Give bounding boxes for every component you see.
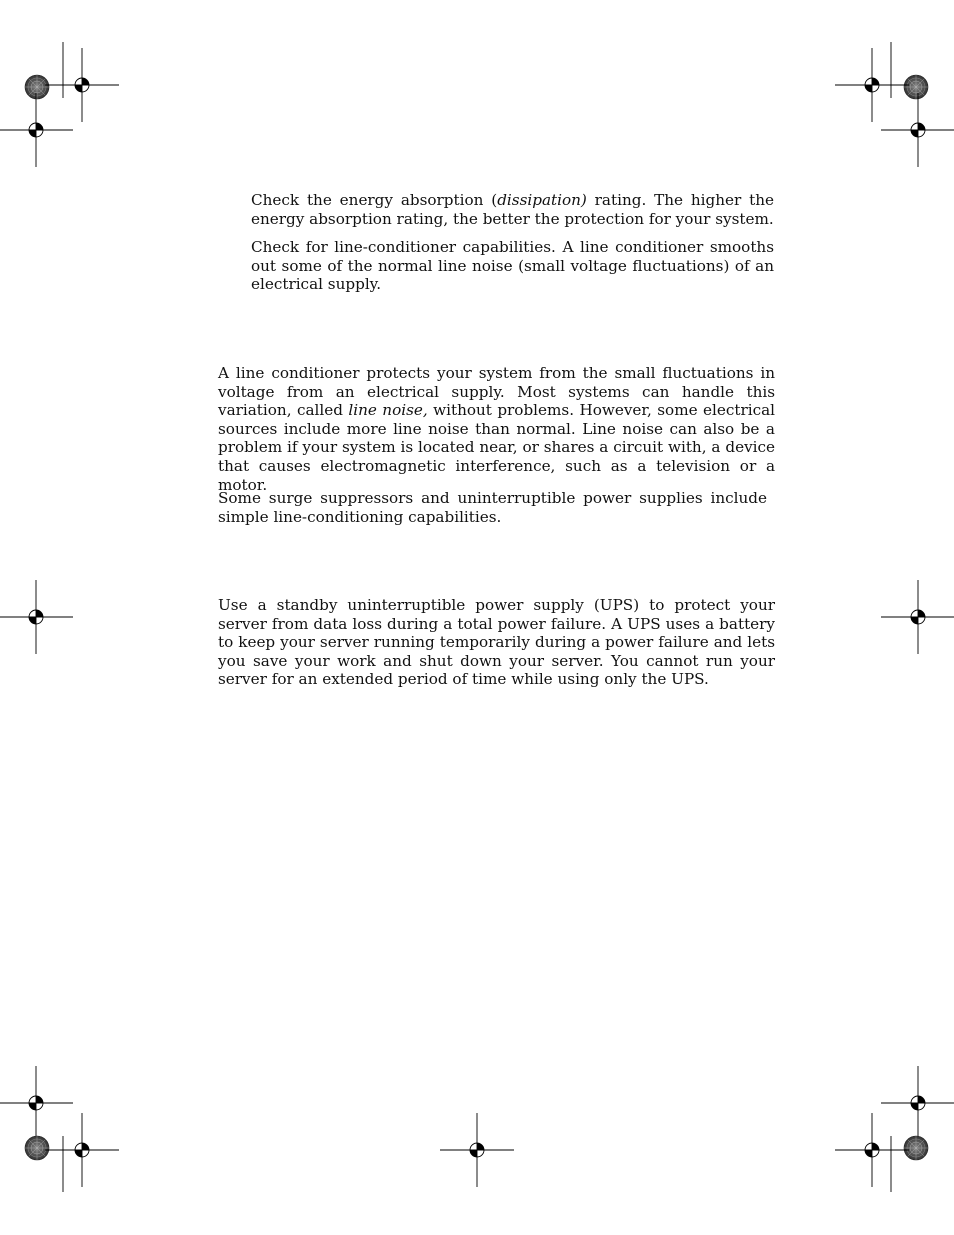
bullet-text: Check the energy absorption ( — [251, 191, 498, 209]
registration-mark-icon — [881, 1066, 954, 1140]
bullet-text: rating. The higher the energy absorption rating, the better the protection for your system. — [251, 191, 774, 228]
registration-mark-icon — [881, 93, 954, 167]
registration-mark-icon — [835, 48, 909, 122]
registration-mark-icon — [45, 1113, 119, 1187]
star-target-icon — [904, 75, 928, 99]
bullet-line-conditioner: Check for line-conditioner capabilities. A line conditioner smooths out some of the normal line noise (small voltage fluctuations) of an electrical supply. — [251, 238, 774, 294]
surge-suppressor-paragraph: Some surge suppressors and uninterruptible power supplies include simple line-conditioning capabilities. — [218, 489, 767, 526]
registration-mark-icon — [881, 580, 954, 654]
paragraph-text: A line conditioner protects your system from the small fluctuations in voltage from an electrical supply. Most systems can handle this variation, called — [218, 364, 775, 420]
registration-mark-icon — [0, 580, 73, 654]
registration-mark-icon — [0, 93, 73, 167]
bullet-energy-absorption — [251, 191, 774, 228]
registration-mark-icon — [45, 48, 119, 122]
ups-paragraph: Use a standby uninterruptible power supply (UPS) to protect your server from data loss during a total power failure. A UPS uses a battery to keep your server running temporarily during a power failure and lets you save your work and shut down your server. You cannot run your server for an extended period of time while using only the UPS. — [218, 596, 775, 689]
star-target-icon — [904, 1136, 928, 1160]
paragraph-emphasis: line noise, — [348, 401, 428, 420]
line-conditioner-paragraph — [218, 364, 775, 494]
registration-mark-icon — [0, 1066, 73, 1140]
bullet-emphasis: dissipation) — [497, 191, 587, 209]
paragraph-text: without problems. However, some electrical sources include more line noise than normal. Line noise can also be a problem if your system is located near, or shares a circuit with, a device that causes electromagnetic interference, such as a television or a motor. — [218, 401, 775, 494]
registration-mark-icon — [835, 1113, 909, 1187]
star-target-icon — [25, 75, 49, 99]
star-target-icon — [25, 1136, 49, 1160]
registration-mark-icon — [440, 1113, 514, 1187]
